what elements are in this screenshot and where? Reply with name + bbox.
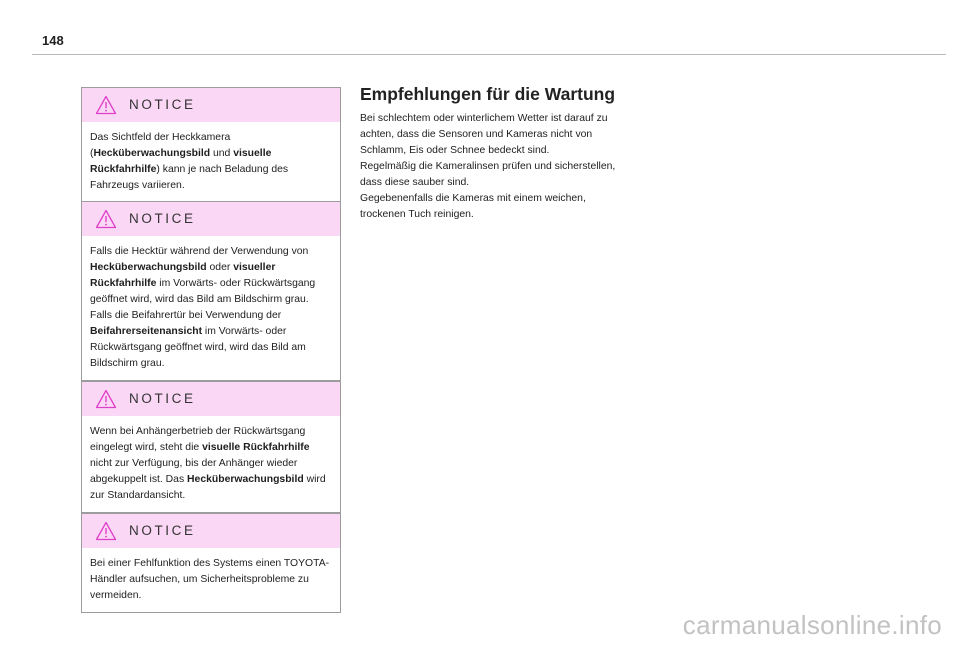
warning-triangle-icon: [95, 95, 117, 115]
warning-triangle-icon: [95, 389, 117, 409]
text-run: Wenn bei Anhängerbetrieb der Rückwärtsgang eingelegt wird, steht die: [90, 426, 306, 453]
text-run: und: [210, 148, 234, 159]
emphasized-term: visuelle Rückfahrhilfe: [202, 442, 310, 453]
notice-header: [82, 202, 340, 236]
notice-paragraph: [90, 244, 332, 308]
watermark: carmanualsonline.info: [682, 610, 942, 640]
warning-triangle-icon: [95, 521, 117, 541]
text-run: wird zur Standardansicht.: [90, 474, 326, 501]
notice-box-1: [81, 87, 341, 203]
section-heading: Empfehlungen für die Wartung: [360, 84, 616, 104]
text-run: ) kann je nach Beladung des Fahrzeugs variieren.: [90, 164, 289, 191]
notice-text: [82, 122, 340, 202]
emphasized-term: Hecküberwachungsbild: [93, 148, 211, 159]
notice-text: [82, 416, 340, 512]
text-run: Bei einer Fehlfunktion des Systems einen TOYOTA-Händler aufsuchen, um Sicherheitsprobleme zu vermeiden.: [90, 558, 330, 601]
emphasized-term: Hecküberwachungsbild: [187, 474, 304, 485]
notice-paragraph: [90, 308, 332, 372]
text-run: im Vorwärts- oder Rückwärtsgang geöffnet wird, wird das Bild am Bildschirm grau.: [90, 326, 306, 369]
section-paragraph: Gegebenenfalls die Kameras mit einem weichen, trockenen Tuch reinigen.: [360, 193, 586, 220]
notice-text: [82, 548, 340, 612]
text-run: Falls die Beifahrertür bei Verwendung der: [90, 310, 282, 321]
section-paragraph: Regelmäßig die Kameralinsen prüfen und sicherstellen, dass diese sauber sind.: [360, 161, 616, 188]
emphasized-term: visuelle Rückfahrhilfe: [90, 148, 272, 175]
header-divider: [32, 54, 946, 55]
notice-title: NOTICE: [129, 523, 196, 538]
notice-paragraph: [90, 130, 332, 194]
notice-header: [82, 514, 340, 548]
notice-text: [82, 236, 340, 380]
maintenance-section: [360, 84, 630, 223]
emphasized-term: Beifahrerseitenansicht: [90, 326, 203, 337]
emphasized-term: Hecküberwachungsbild: [90, 262, 207, 273]
notice-header: [82, 382, 340, 416]
section-paragraph: Bei schlechtem oder winterlichem Wetter ist darauf zu achten, dass die Sensoren und Kameras nicht von Schlamm, Eis oder Schnee bedeckt sind.: [360, 113, 608, 156]
notice-title: NOTICE: [129, 391, 196, 406]
text-run: nicht zur Verfügung, bis der Anhänger wieder abgekuppelt ist. Das: [90, 458, 298, 485]
text-run: Das Sichtfeld der Heckkamera (: [90, 132, 231, 159]
notice-title: NOTICE: [129, 97, 196, 112]
text-run: Falls die Hecktür während der Verwendung von: [90, 246, 309, 257]
warning-triangle-icon: [95, 209, 117, 229]
notice-header: [82, 88, 340, 122]
notice-paragraph: [90, 556, 332, 604]
notice-box-4: [81, 513, 341, 613]
notice-paragraph: [90, 424, 332, 504]
page-number: 148: [42, 33, 64, 48]
text-run: oder: [206, 262, 234, 273]
emphasized-term: visueller Rückfahrhilfe: [90, 262, 276, 289]
notice-box-3: [81, 381, 341, 513]
notice-box-2: [81, 201, 341, 381]
text-run: im Vorwärts- oder Rückwärtsgang geöffnet wird, wird das Bild am Bildschirm grau.: [90, 278, 316, 305]
notice-title: NOTICE: [129, 211, 196, 226]
